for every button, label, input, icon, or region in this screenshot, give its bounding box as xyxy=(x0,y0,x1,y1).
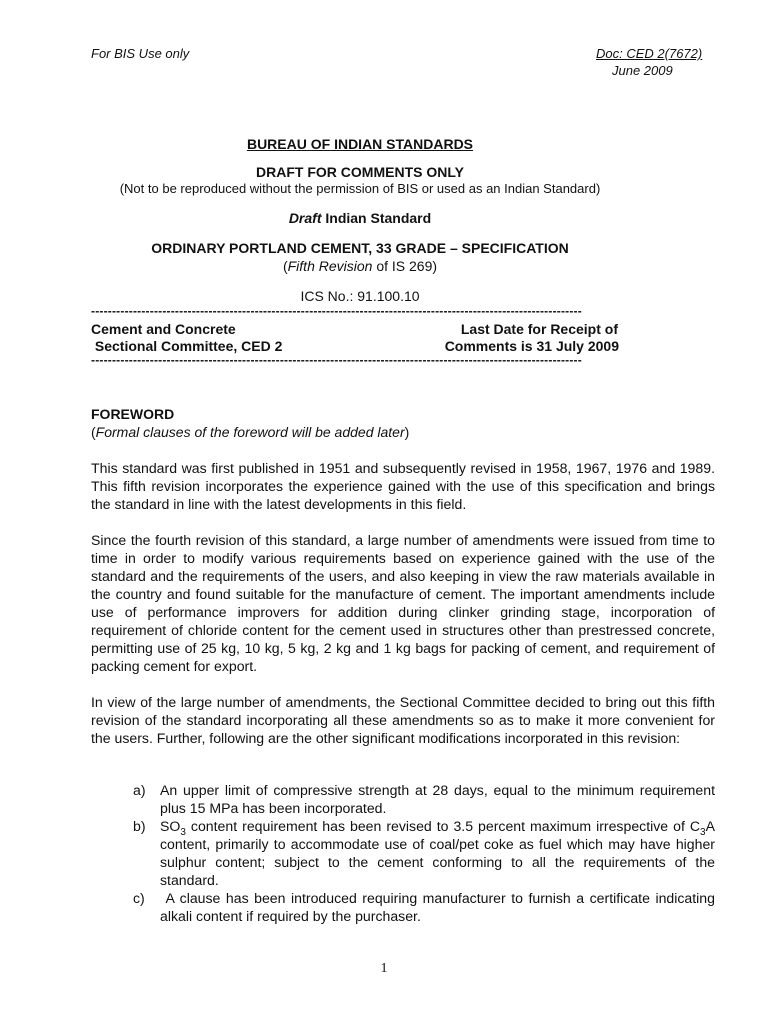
document-number: Doc: CED 2(7672) xyxy=(596,46,703,61)
foreword-heading: FOREWORD xyxy=(91,406,175,422)
separator-top: --------------------------------------------------------------------------------------------------------------------- xyxy=(91,305,582,317)
standard-name: ORDINARY PORTLAND CEMENT, 33 GRADE – SPECIFICATION xyxy=(151,240,569,256)
foreword-paragraph-3: In view of the large number of amendments, the Sectional Committee decided to bring out this fifth revision of the standard incorporating all these amendments so as to make it more convenient for the users. Further, following are the other significant modifications incorporated in this revision: xyxy=(91,694,715,746)
draft-word: Draft xyxy=(288,210,322,226)
revision-open: ( xyxy=(282,258,288,274)
committee-name-line2: Sectional Committee, CED 2 xyxy=(91,338,283,354)
last-date-line2: Comments is 31 July 2009 xyxy=(444,338,619,354)
usage-note: For BIS Use only xyxy=(91,46,190,61)
so-mid-text: content requirement has been revised to 3.5 percent maximum irrespective of C xyxy=(185,818,701,834)
list-item-text: A clause has been introduced requiring manufacturer to furnish a certificate indicating alkali content if required by the purchaser. xyxy=(160,890,719,924)
so-subscript: 3 xyxy=(180,826,186,838)
note-italic: Formal clauses of the foreword will be added later xyxy=(95,424,405,440)
bureau-title: BUREAU OF INDIAN STANDARDS xyxy=(246,136,474,152)
list-item-text: An upper limit of compressive strength at 28 days, equal to the minimum requirement plus 15 MPa has been incorporated. xyxy=(160,782,715,816)
document-date: June 2009 xyxy=(612,63,673,78)
indian-standard-label: Indian Standard xyxy=(321,210,432,226)
revision-italic: Fifth Revision xyxy=(287,258,373,274)
list-item-label: b) xyxy=(133,818,146,834)
ics-number: ICS No.: 91.100.10 xyxy=(300,288,420,304)
note-open: ( xyxy=(91,424,96,440)
reproduction-note: (Not to be reproduced without the permission of BIS or used as an Indian Standard) xyxy=(119,181,601,196)
page-number: 1 xyxy=(380,961,388,976)
committee-name-line1: Cement and Concrete xyxy=(91,321,236,337)
draft-notice: DRAFT FOR COMMENTS ONLY xyxy=(256,164,464,180)
foreword-note xyxy=(91,424,409,440)
foreword-paragraph-2: Since the fourth revision of this standard, a large number of amendments were issued from time to time in order to modify various requirements based on experience gained with the use of the standard and the requirements of the users, and also keeping in view the raw materials available in the country and found suitable for the manufacture of cement. The important amendments include use of performance improvers for addition during clinker grinding stage, incorporation of requirement of chloride content for the cement used in structures other than prestressed concrete, permitting use of 25 kg, 10 kg, 5 kg, 2 kg and 1 kg bags for packing of cement, and requirement of packing cement for export. xyxy=(91,532,715,674)
last-date-line1: Last Date for Receipt of xyxy=(460,321,618,337)
revision-rest: of IS 269) xyxy=(372,258,438,274)
separator-bottom: --------------------------------------------------------------------------------------------------------------------- xyxy=(91,354,582,366)
c3a-subscript: 3 xyxy=(700,826,706,838)
foreword-paragraph-1: This standard was first published in 1951 and subsequently revised in 1958, 1967, 1976 and 1989. This fifth revision incorporates the experience gained with the use of this specification and brings the standard in line with the latest developments in this field. xyxy=(91,460,715,512)
so-rest-text: A content, primarily to accommodate use of coal/pet coke as fuel which may have higher sulphur content; subject to the cement conforming to all the requirements of the standard. xyxy=(160,818,715,888)
note-close: ) xyxy=(404,424,410,440)
list-item-label: a) xyxy=(133,782,146,798)
revision-line xyxy=(91,258,629,274)
so-prefix: SO xyxy=(160,818,181,834)
list-item-text xyxy=(160,817,715,889)
draft-indian-standard xyxy=(91,210,629,226)
list-item-label: c) xyxy=(133,890,145,906)
